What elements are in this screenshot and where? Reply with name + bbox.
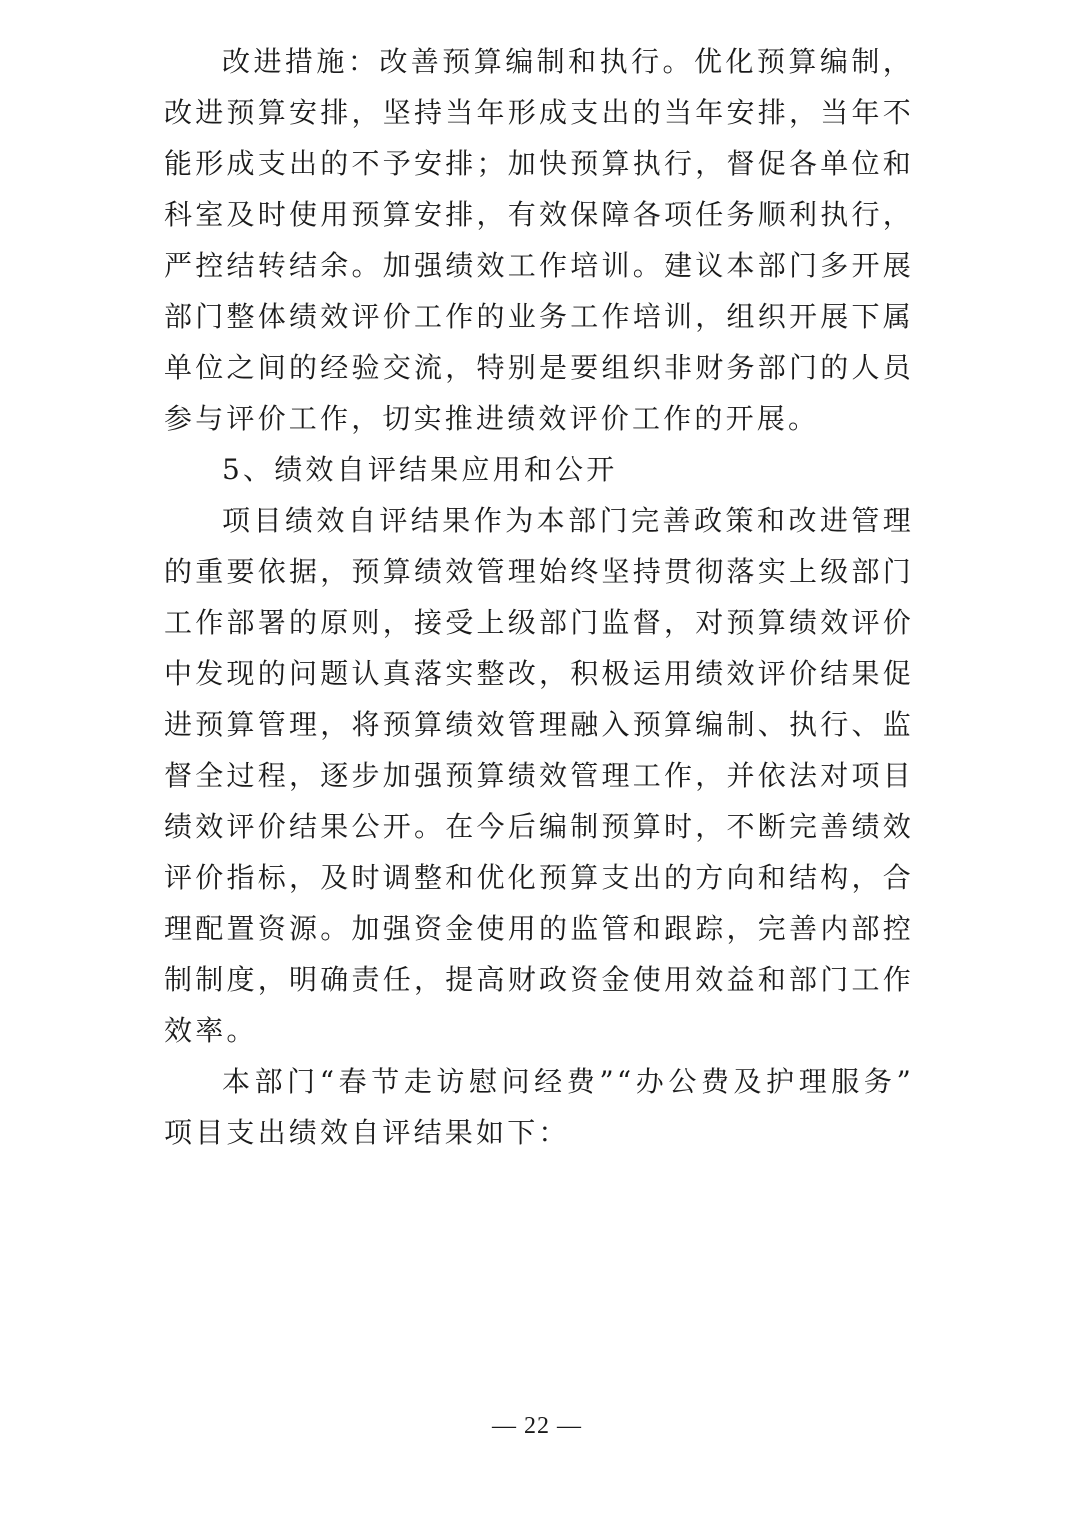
section-heading-results-application: 5、绩效自评结果应用和公开: [222, 453, 618, 486]
paragraph-results-application: 项目绩效自评结果作为本部门完善政策和改进管理的重要依据，预算绩效管理始终坚持贯彻落实上级部门工作部署的原则，接受上级部门监督，对预算绩效评价中发现的问题认真落实整改，积极运用绩效评价结果促进预算管理，将预算绩效管理融入预算编制、执行、监督全过程，逐步加强预算绩效管理工作，并依法对项目绩效评价结果公开。在今后编制预算时，不断完善绩效评价指标，及时调整和优化预算支出的方向和结构，合理配置资源。加强资金使用的监管和跟踪，完善内部控制制度，明确责任，提高财政资金使用效益和部门工作效率。: [164, 504, 914, 1047]
paragraph-improvement-measures: 改进措施：改善预算编制和执行。优化预算编制，改进预算安排，坚持当年形成支出的当年安排，当年不能形成支出的不予安排；加快预算执行，督促各单位和科室及时使用预算安排，有效保障各项任务顺利执行，严控结转结余。加强绩效工作培训。建议本部门多开展部门整体绩效评价工作的业务工作培训，组织开展下属单位之间的经验交流，特别是要组织非财务部门的人员参与评价工作，切实推进绩效评价工作的开展。: [164, 45, 914, 435]
page-number: — 22 —: [492, 1413, 582, 1439]
document-body: [164, 36, 914, 1158]
paragraph-project-results-intro: 本部门“春节走访慰问经费”“办公费及护理服务” 项目支出绩效自评结果如下：: [164, 1065, 914, 1149]
